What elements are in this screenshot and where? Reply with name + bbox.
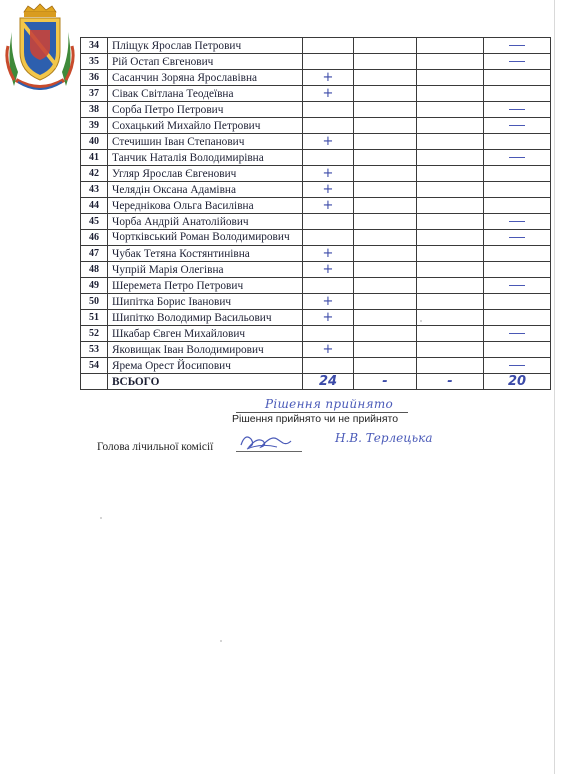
vote-for-cell: [303, 150, 354, 166]
table-row: [81, 342, 551, 358]
vote-for-cell: [303, 262, 354, 278]
total-row: [81, 374, 551, 390]
table-row: [81, 38, 551, 54]
vote-against-cell: [354, 214, 417, 230]
vote-abstain-cell: [417, 182, 484, 198]
total-abstained: [417, 374, 484, 390]
vote-abstain-cell: [417, 262, 484, 278]
deputy-name: Сівак Світлана Теодеївна: [108, 86, 303, 102]
table-row: [81, 214, 551, 230]
vote-abstain-cell: [417, 278, 484, 294]
vote-abstain-cell: [417, 150, 484, 166]
plus-mark: +: [322, 182, 334, 197]
vote-abstain-cell: [417, 214, 484, 230]
table-row: [81, 294, 551, 310]
vote-for-cell: [303, 278, 354, 294]
vote-for-cell: [303, 342, 354, 358]
row-number: 53: [81, 342, 108, 358]
vote-for-cell: [303, 230, 354, 246]
table-row: [81, 230, 551, 246]
plus-mark: +: [322, 294, 334, 309]
vote-against-cell: [354, 310, 417, 326]
row-number: 46: [81, 230, 108, 246]
total-not-voted: [484, 374, 551, 390]
vote-not-voted-cell: [484, 358, 551, 374]
vote-against-cell: [354, 54, 417, 70]
vote-against-cell: [354, 102, 417, 118]
deputy-name: Шкабар Євген Михайлович: [108, 326, 303, 342]
vote-not-voted-cell: [484, 166, 551, 182]
paper-speck: [220, 640, 222, 642]
vote-abstain-cell: [417, 118, 484, 134]
vote-not-voted-cell: [484, 38, 551, 54]
vote-not-voted-cell: [484, 102, 551, 118]
vote-not-voted-cell: [484, 342, 551, 358]
table-row: [81, 86, 551, 102]
vote-for-cell: [303, 294, 354, 310]
dash-mark: [509, 333, 525, 334]
row-number: 36: [81, 70, 108, 86]
vote-abstain-cell: [417, 86, 484, 102]
vote-abstain-cell: [417, 38, 484, 54]
table-row: [81, 166, 551, 182]
deputy-name: Рій Остап Євгенович: [108, 54, 303, 70]
vote-for-cell: [303, 198, 354, 214]
vote-for-cell: [303, 214, 354, 230]
vote-abstain-cell: [417, 326, 484, 342]
deputy-name: Чупрій Марія Олегівна: [108, 262, 303, 278]
page-edge: [554, 0, 555, 774]
deputy-name: Пліщук Ярослав Петрович: [108, 38, 303, 54]
deputy-name: Шипітка Борис Іванович: [108, 294, 303, 310]
row-number: 48: [81, 262, 108, 278]
plus-mark: +: [322, 134, 334, 149]
vote-against-cell: [354, 134, 417, 150]
vote-against-cell: [354, 342, 417, 358]
vote-abstain-cell: [417, 294, 484, 310]
deputy-name: Чортківський Роман Володимирович: [108, 230, 303, 246]
deputy-name: Шипітко Володимир Васильович: [108, 310, 303, 326]
vote-not-voted-cell: [484, 310, 551, 326]
table-row: [81, 310, 551, 326]
vote-not-voted-cell: [484, 182, 551, 198]
paper-speck: [420, 320, 422, 322]
dash-mark: [509, 237, 525, 238]
city-coat-of-arms: [4, 2, 76, 90]
vote-abstain-cell: [417, 230, 484, 246]
vote-abstain-cell: [417, 54, 484, 70]
plus-mark: +: [322, 86, 334, 101]
row-number: 54: [81, 358, 108, 374]
total-against-value: -: [382, 374, 388, 389]
dash-mark: [509, 157, 525, 158]
vote-against-cell: [354, 118, 417, 134]
vote-against-cell: [354, 230, 417, 246]
vote-not-voted-cell: [484, 246, 551, 262]
vote-against-cell: [354, 182, 417, 198]
deputy-name: Стечишин Іван Степанович: [108, 134, 303, 150]
plus-mark: +: [322, 262, 334, 277]
row-number: 39: [81, 118, 108, 134]
vote-against-cell: [354, 150, 417, 166]
vote-not-voted-cell: [484, 54, 551, 70]
table-row: [81, 118, 551, 134]
vote-not-voted-cell: [484, 198, 551, 214]
plus-mark: +: [322, 70, 334, 85]
plus-mark: +: [322, 246, 334, 261]
row-number: 49: [81, 278, 108, 294]
row-number: 41: [81, 150, 108, 166]
dash-mark: [509, 61, 525, 62]
signature-line: [236, 451, 302, 452]
vote-not-voted-cell: [484, 230, 551, 246]
dash-mark: [509, 109, 525, 110]
dash-mark: [509, 365, 525, 366]
signature: [237, 429, 293, 453]
total-not-voted-value: 20: [507, 374, 527, 389]
table-row: [81, 278, 551, 294]
row-number: 38: [81, 102, 108, 118]
vote-abstain-cell: [417, 166, 484, 182]
vote-abstain-cell: [417, 310, 484, 326]
deputy-name: Чубак Тетяна Костянтинівна: [108, 246, 303, 262]
row-number: 34: [81, 38, 108, 54]
table-row: [81, 102, 551, 118]
table-row: [81, 358, 551, 374]
table-row: [81, 54, 551, 70]
vote-table-body: [81, 38, 551, 374]
decision-caption: Рішення прийнято чи не прийнято: [232, 413, 399, 425]
vote-not-voted-cell: [484, 294, 551, 310]
vote-not-voted-cell: [484, 150, 551, 166]
deputy-name: Сохацький Михайло Петрович: [108, 118, 303, 134]
table-row: [81, 150, 551, 166]
vote-for-cell: [303, 326, 354, 342]
vote-for-cell: [303, 134, 354, 150]
total-for: [303, 374, 354, 390]
vote-for-cell: [303, 38, 354, 54]
plus-mark: +: [322, 310, 334, 325]
vote-for-cell: [303, 118, 354, 134]
vote-table: [80, 37, 551, 390]
deputy-name: Челядін Оксана Адамівна: [108, 182, 303, 198]
dash-mark: [509, 285, 525, 286]
vote-not-voted-cell: [484, 86, 551, 102]
table-row: [81, 198, 551, 214]
paper-speck: [100, 517, 102, 519]
row-number: 50: [81, 294, 108, 310]
table-row: [81, 246, 551, 262]
total-label: ВСЬОГО: [108, 374, 303, 390]
vote-not-voted-cell: [484, 70, 551, 86]
vote-abstain-cell: [417, 358, 484, 374]
commission-chair-name: Н.В. Терлецька: [335, 431, 433, 445]
vote-against-cell: [354, 294, 417, 310]
table-row: [81, 326, 551, 342]
dash-mark: [509, 221, 525, 222]
vote-against-cell: [354, 246, 417, 262]
vote-abstain-cell: [417, 102, 484, 118]
deputy-name: Ярема Орест Йосипович: [108, 358, 303, 374]
vote-for-cell: [303, 54, 354, 70]
vote-against-cell: [354, 278, 417, 294]
row-number: 40: [81, 134, 108, 150]
vote-for-cell: [303, 70, 354, 86]
row-number: 37: [81, 86, 108, 102]
deputy-name: Чорба Андрій Анатолійович: [108, 214, 303, 230]
vote-against-cell: [354, 198, 417, 214]
deputy-name: Яковищак Іван Володимирович: [108, 342, 303, 358]
vote-against-cell: [354, 86, 417, 102]
vote-not-voted-cell: [484, 278, 551, 294]
vote-not-voted-cell: [484, 214, 551, 230]
vote-abstain-cell: [417, 246, 484, 262]
plus-mark: +: [322, 342, 334, 357]
vote-against-cell: [354, 262, 417, 278]
vote-abstain-cell: [417, 134, 484, 150]
table-row: [81, 134, 551, 150]
decision-handwritten: Рішення прийнято: [265, 397, 394, 411]
vote-against-cell: [354, 166, 417, 182]
deputy-name: Сасанчин Зоряна Ярославівна: [108, 70, 303, 86]
vote-abstain-cell: [417, 70, 484, 86]
row-number: 47: [81, 246, 108, 262]
row-number: 42: [81, 166, 108, 182]
vote-against-cell: [354, 70, 417, 86]
vote-not-voted-cell: [484, 134, 551, 150]
row-number: 51: [81, 310, 108, 326]
table-row: [81, 182, 551, 198]
vote-for-cell: [303, 358, 354, 374]
vote-not-voted-cell: [484, 262, 551, 278]
plus-mark: +: [322, 166, 334, 181]
vote-for-cell: [303, 246, 354, 262]
table-row: [81, 70, 551, 86]
row-number: 45: [81, 214, 108, 230]
vote-abstain-cell: [417, 198, 484, 214]
total-for-value: 24: [318, 374, 338, 389]
vote-against-cell: [354, 38, 417, 54]
plus-mark: +: [322, 198, 334, 213]
vote-for-cell: [303, 166, 354, 182]
total-abstained-value: -: [447, 374, 453, 389]
dash-mark: [509, 45, 525, 46]
dash-mark: [509, 125, 525, 126]
vote-for-cell: [303, 86, 354, 102]
vote-against-cell: [354, 326, 417, 342]
row-number: 43: [81, 182, 108, 198]
deputy-name: Угляр Ярослав Євгенович: [108, 166, 303, 182]
total-num-cell: [81, 374, 108, 390]
row-number: 44: [81, 198, 108, 214]
row-number: 52: [81, 326, 108, 342]
deputy-name: Череднікова Ольга Василівна: [108, 198, 303, 214]
vote-against-cell: [354, 358, 417, 374]
vote-abstain-cell: [417, 342, 484, 358]
table-row: [81, 262, 551, 278]
commission-chair-label: Голова лічильної комісії: [97, 441, 214, 453]
vote-not-voted-cell: [484, 118, 551, 134]
deputy-name: Танчик Наталія Володимирівна: [108, 150, 303, 166]
vote-for-cell: [303, 182, 354, 198]
row-number: 35: [81, 54, 108, 70]
vote-for-cell: [303, 102, 354, 118]
deputy-name: Шеремета Петро Петрович: [108, 278, 303, 294]
deputy-name: Сорба Петро Петрович: [108, 102, 303, 118]
vote-not-voted-cell: [484, 326, 551, 342]
vote-for-cell: [303, 310, 354, 326]
total-against: [354, 374, 417, 390]
